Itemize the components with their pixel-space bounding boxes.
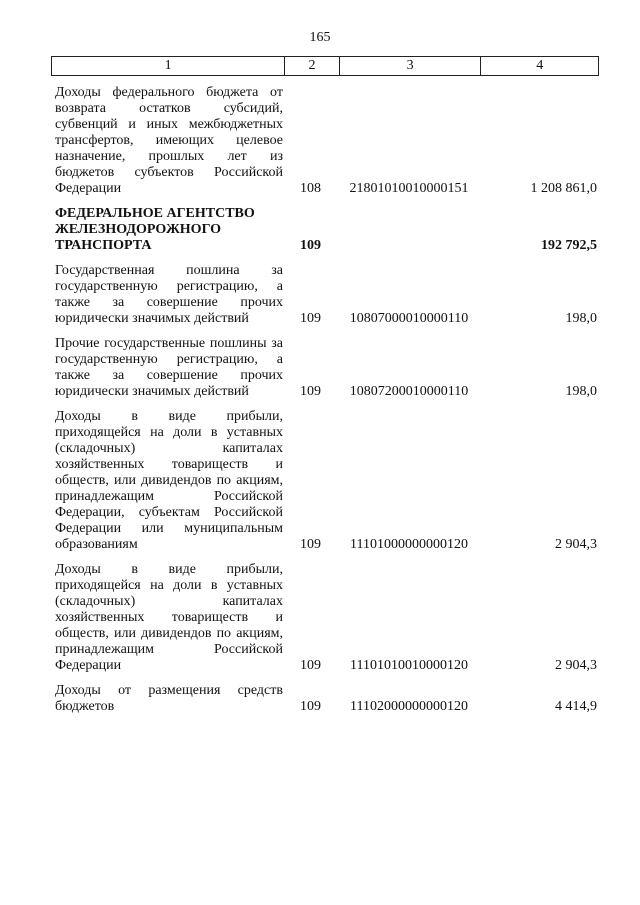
row-kbk: 11102000000000120	[350, 699, 468, 714]
row-code: 109	[300, 537, 321, 552]
row-description: Доходы федерального бюджета от возврата остатков субсидий, субвенций и иных межбюджетных трансфертов, имеющих целевое назначение, прошлых лет из бюджетов субъектов Российской Федерации	[55, 85, 283, 196]
row-amount: 2 904,3	[555, 658, 597, 673]
header-col-2: 2	[285, 57, 340, 75]
row-kbk: 11101010010000120	[350, 658, 468, 673]
table-row	[51, 683, 599, 715]
row-description: Доходы в виде прибыли, приходящейся на доли в уставных (складочных) капиталах хозяйственных товариществ и обществ, или дивидендов по акциям, принадлежащим Российской Федерации	[55, 562, 283, 673]
table-row	[51, 562, 599, 674]
row-kbk: 10807200010000110	[349, 384, 469, 399]
row-amount: 1 208 861,0	[530, 181, 597, 196]
row-code: 109	[300, 238, 321, 253]
table-header	[51, 56, 599, 76]
row-code: 109	[300, 699, 321, 714]
row-description: Доходы в виде прибыли, приходящейся на доли в уставных (складочных) капиталах хозяйственных товариществ и обществ, или дивидендов по акциям, принадлежащим Российской Федерации, субъектам Российской Федерации или муниципальным образованиям	[55, 409, 283, 552]
header-col-1: 1	[52, 57, 285, 75]
table-row	[51, 85, 599, 197]
row-code: 109	[300, 311, 321, 326]
table-row-agency-heading	[51, 206, 599, 254]
row-code: 108	[300, 181, 321, 196]
row-code: 109	[300, 658, 321, 673]
row-description: Доходы от размещения средств бюджетов	[55, 683, 283, 714]
table-row	[51, 409, 599, 553]
agency-heading: ФЕДЕРАЛЬНОЕ АГЕНТСТВО ЖЕЛЕЗНОДОРОЖНОГО ТРАНСПОРТА	[55, 206, 255, 253]
revenue-table	[51, 56, 599, 715]
page-number: 165	[309, 30, 331, 45]
table-row	[51, 336, 599, 400]
header-col-4: 4	[536, 58, 544, 73]
row-description: Государственная пошлина за государственную регистрацию, а также за совершение прочих юридически значимых действий	[55, 263, 283, 326]
row-kbk: 10807000010000110	[349, 311, 469, 326]
row-kbk: 21801010010000151	[349, 181, 469, 196]
row-description: Прочие государственные пошлины за государственную регистрацию, а также за совершение прочих юридически значимых действий	[55, 336, 283, 399]
row-amount: 192 792,5	[541, 238, 597, 253]
row-amount: 198,0	[565, 311, 597, 326]
header-col-3: 3	[340, 57, 481, 75]
row-amount: 2 904,3	[555, 537, 597, 552]
row-amount: 4 414,9	[555, 699, 597, 714]
row-amount: 198,0	[565, 384, 597, 399]
table-row	[51, 263, 599, 327]
row-code: 109	[300, 384, 321, 399]
row-kbk: 11101000000000120	[350, 537, 468, 552]
